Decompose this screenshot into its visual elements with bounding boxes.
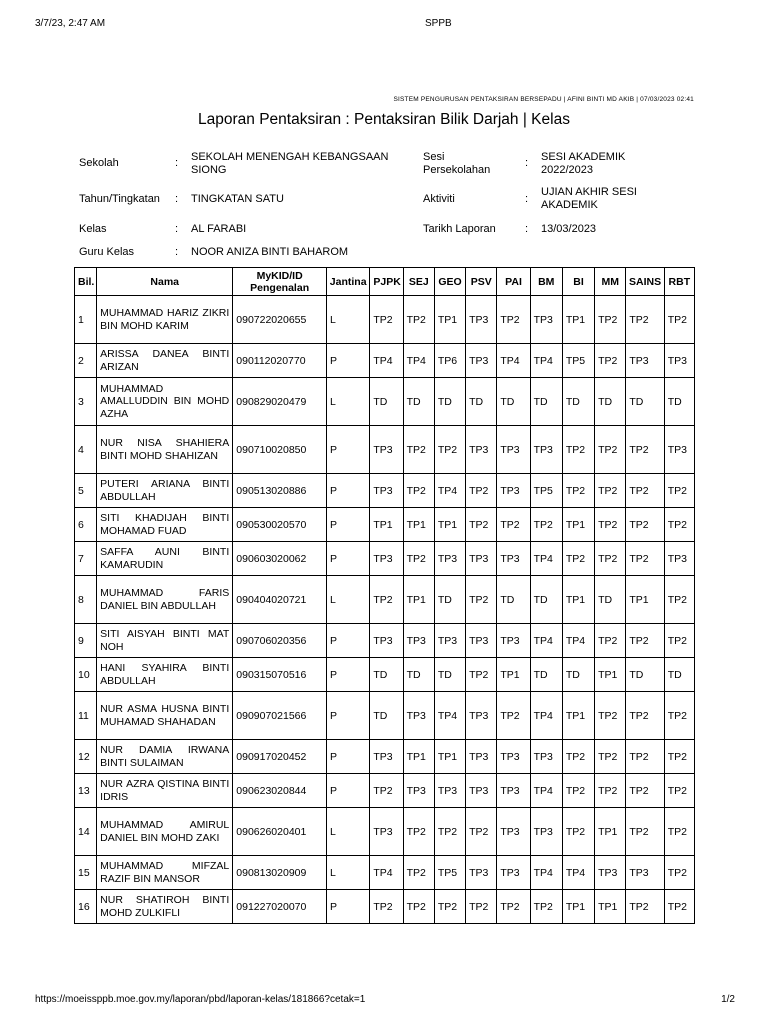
score-cell: TP2 [530, 508, 562, 542]
table-row [75, 508, 695, 542]
score-cell: TD [403, 658, 434, 692]
score-cell: TP4 [434, 692, 465, 740]
student-id: 090907021566 [233, 692, 327, 740]
score-cell: TP3 [370, 808, 403, 856]
score-cell: TP3 [497, 426, 530, 474]
column-header: GEO [434, 268, 465, 296]
score-cell: TP3 [466, 856, 497, 890]
table-row [75, 426, 695, 474]
row-number: 9 [75, 624, 97, 658]
column-header: Jantina [327, 268, 370, 296]
score-cell: TP2 [466, 658, 497, 692]
row-number: 14 [75, 808, 97, 856]
row-number: 12 [75, 740, 97, 774]
guru-value: NOOR ANIZA BINTI BAHAROM [191, 246, 349, 258]
student-name: MUHAMMAD FARIS DANIEL BIN ABDULLAH [97, 576, 233, 624]
gender: P [327, 658, 370, 692]
score-cell: TP4 [530, 344, 562, 378]
table-row [75, 692, 695, 740]
score-cell: TP3 [497, 856, 530, 890]
score-cell: TD [434, 576, 465, 624]
table-row [75, 774, 695, 808]
score-cell: TP2 [403, 296, 434, 344]
column-header: BM [530, 268, 562, 296]
table-row [75, 624, 695, 658]
score-cell: TP2 [403, 890, 434, 924]
score-cell: TP2 [595, 740, 626, 774]
gender: P [327, 474, 370, 508]
score-cell: TP1 [562, 890, 594, 924]
score-cell: TP2 [562, 774, 594, 808]
score-cell: TP1 [497, 658, 530, 692]
score-cell: TP2 [664, 856, 694, 890]
score-cell: TP1 [403, 740, 434, 774]
gender: P [327, 508, 370, 542]
score-cell: TD [434, 658, 465, 692]
student-id: 090603020062 [233, 542, 327, 576]
aktiviti-label: Aktiviti [423, 193, 455, 205]
table-header-row [75, 268, 695, 296]
score-cell: TP1 [434, 740, 465, 774]
score-cell: TD [595, 576, 626, 624]
score-cell: TD [370, 658, 403, 692]
score-cell: TP3 [370, 624, 403, 658]
score-cell: TP3 [664, 542, 694, 576]
score-cell: TP2 [626, 808, 664, 856]
student-id: 090722020655 [233, 296, 327, 344]
student-id: 090829020479 [233, 378, 327, 426]
table-row [75, 474, 695, 508]
table-row [75, 808, 695, 856]
score-cell: TP3 [466, 542, 497, 576]
score-cell: TP2 [403, 426, 434, 474]
score-cell: TP3 [626, 344, 664, 378]
student-id: 090626020401 [233, 808, 327, 856]
score-cell: TP1 [595, 808, 626, 856]
student-name: NUR AZRA QISTINA BINTI IDRIS [97, 774, 233, 808]
report-title: Laporan Pentaksiran : Pentaksiran Bilik Darjah | Kelas [198, 111, 570, 128]
score-cell: TP3 [466, 426, 497, 474]
score-cell: TP2 [595, 692, 626, 740]
student-name: NUR SHATIROH BINTI MOHD ZULKIFLI [97, 890, 233, 924]
score-cell: TD [595, 378, 626, 426]
score-cell: TP2 [562, 808, 594, 856]
score-cell: TP2 [530, 890, 562, 924]
score-cell: TP3 [466, 296, 497, 344]
student-name: NUR DAMIA IRWANA BINTI SULAIMAN [97, 740, 233, 774]
table-row [75, 658, 695, 692]
student-id: 090513020886 [233, 474, 327, 508]
score-cell: TP1 [562, 508, 594, 542]
score-cell: TP1 [562, 296, 594, 344]
gender: P [327, 890, 370, 924]
column-header: SAINS [626, 268, 664, 296]
student-name: SAFFA AUNI BINTI KAMARUDIN [97, 542, 233, 576]
score-cell: TD [626, 378, 664, 426]
column-header: Nama [97, 268, 233, 296]
score-cell: TP2 [403, 474, 434, 508]
score-cell: TP3 [497, 740, 530, 774]
gender: P [327, 774, 370, 808]
student-name: MUHAMMAD AMIRUL DANIEL BIN MOHD ZAKI [97, 808, 233, 856]
sekolah-value: SEKOLAH MENENGAH KEBANGSAAN SIONG [191, 151, 389, 176]
score-cell: TP3 [626, 856, 664, 890]
kelas-label: Kelas [79, 223, 107, 235]
score-cell: TP3 [530, 808, 562, 856]
gender: L [327, 576, 370, 624]
student-id: 090623020844 [233, 774, 327, 808]
score-cell: TP3 [466, 774, 497, 808]
row-number: 4 [75, 426, 97, 474]
score-cell: TP4 [530, 774, 562, 808]
score-cell: TP2 [664, 774, 694, 808]
score-cell: TP2 [664, 692, 694, 740]
score-cell: TP4 [497, 344, 530, 378]
score-cell: TP2 [562, 426, 594, 474]
score-cell: TP2 [370, 774, 403, 808]
gender: L [327, 856, 370, 890]
row-number: 10 [75, 658, 97, 692]
score-cell: TP2 [626, 624, 664, 658]
score-cell: TP2 [497, 692, 530, 740]
column-header: SEJ [403, 268, 434, 296]
score-cell: TP5 [434, 856, 465, 890]
table-body [75, 296, 695, 924]
score-cell: TP4 [530, 624, 562, 658]
score-cell: TP2 [497, 296, 530, 344]
score-cell: TP3 [370, 740, 403, 774]
row-number: 8 [75, 576, 97, 624]
score-cell: TP5 [530, 474, 562, 508]
score-cell: TP5 [562, 344, 594, 378]
score-cell: TP1 [403, 576, 434, 624]
score-cell: TP1 [370, 508, 403, 542]
score-cell: TP1 [562, 692, 594, 740]
score-cell: TP4 [370, 344, 403, 378]
score-cell: TP2 [626, 296, 664, 344]
student-name: NUR ASMA HUSNA BINTI MUHAMAD SHAHADAN [97, 692, 233, 740]
colon: : [525, 157, 529, 169]
score-cell: TP6 [434, 344, 465, 378]
tahun-value: TINGKATAN SATU [191, 193, 284, 205]
score-cell: TP1 [626, 576, 664, 624]
score-cell: TP3 [497, 542, 530, 576]
sesi-label: Sesi Persekolahan [423, 151, 491, 176]
tahun-label: Tahun/Tingkatan [79, 193, 160, 205]
score-cell: TP2 [370, 296, 403, 344]
score-cell: TP2 [466, 576, 497, 624]
score-cell: TP3 [403, 774, 434, 808]
score-cell: TP4 [434, 474, 465, 508]
score-cell: TP2 [664, 508, 694, 542]
score-cell: TP3 [497, 474, 530, 508]
score-cell: TP2 [626, 740, 664, 774]
score-cell: TP2 [466, 474, 497, 508]
score-cell: TP3 [434, 774, 465, 808]
score-cell: TP2 [497, 508, 530, 542]
score-cell: TD [370, 692, 403, 740]
sesi-value: SESI AKADEMIK 2022/2023 [541, 151, 626, 176]
gender: P [327, 542, 370, 576]
row-number: 11 [75, 692, 97, 740]
score-cell: TD [434, 378, 465, 426]
score-cell: TP2 [595, 296, 626, 344]
colon: : [175, 223, 179, 235]
colon: : [175, 193, 179, 205]
score-cell: TP2 [664, 624, 694, 658]
scores-table [74, 267, 695, 924]
table-row [75, 344, 695, 378]
score-cell: TD [562, 658, 594, 692]
row-number: 2 [75, 344, 97, 378]
table-row [75, 296, 695, 344]
score-cell: TP2 [595, 508, 626, 542]
colon: : [175, 157, 179, 169]
score-cell: TP4 [403, 344, 434, 378]
score-cell: TP2 [497, 890, 530, 924]
score-cell: TP2 [626, 542, 664, 576]
score-cell: TP3 [466, 624, 497, 658]
column-header: MM [595, 268, 626, 296]
row-number: 16 [75, 890, 97, 924]
row-number: 6 [75, 508, 97, 542]
table-row [75, 542, 695, 576]
column-header: Bil. [75, 268, 97, 296]
score-cell: TD [664, 378, 694, 426]
student-name: ARISSA DANEA BINTI ARIZAN [97, 344, 233, 378]
gender: L [327, 378, 370, 426]
score-cell: TD [497, 378, 530, 426]
score-cell: TP2 [626, 890, 664, 924]
score-cell: TP2 [664, 740, 694, 774]
score-cell: TP1 [595, 890, 626, 924]
student-id: 091227020070 [233, 890, 327, 924]
column-header: PSV [466, 268, 497, 296]
score-cell: TP2 [626, 692, 664, 740]
score-cell: TP2 [664, 296, 694, 344]
score-cell: TP3 [370, 542, 403, 576]
score-cell: TD [497, 576, 530, 624]
score-cell: TD [530, 576, 562, 624]
score-cell: TP2 [626, 508, 664, 542]
column-header: RBT [664, 268, 694, 296]
score-cell: TP2 [403, 808, 434, 856]
student-name: MUHAMMAD AMALLUDDIN BIN MOHD AZHA [97, 378, 233, 426]
sekolah-label: Sekolah [79, 157, 119, 169]
score-cell: TP2 [562, 740, 594, 774]
score-cell: TP2 [466, 508, 497, 542]
row-number: 1 [75, 296, 97, 344]
score-cell: TD [370, 378, 403, 426]
column-header: BI [562, 268, 594, 296]
score-cell: TD [403, 378, 434, 426]
score-cell: TD [626, 658, 664, 692]
student-id: 090404020721 [233, 576, 327, 624]
row-number: 13 [75, 774, 97, 808]
score-cell: TP2 [370, 576, 403, 624]
score-cell: TP2 [595, 774, 626, 808]
footer-url: https://moeissppb.moe.gov.my/laporan/pbd/laporan-kelas/181866?cetak=1 [35, 994, 366, 1005]
score-cell: TP2 [595, 474, 626, 508]
score-cell: TP2 [595, 542, 626, 576]
score-cell: TD [530, 378, 562, 426]
student-id: 090530020570 [233, 508, 327, 542]
score-cell: TP2 [434, 808, 465, 856]
aktiviti-value: UJIAN AKHIR SESI AKADEMIK [541, 186, 637, 211]
score-cell: TP3 [530, 740, 562, 774]
score-cell: TP3 [466, 740, 497, 774]
gender: P [327, 692, 370, 740]
table-row [75, 576, 695, 624]
column-header: MyKID/ID Pengenalan [233, 268, 327, 296]
score-cell: TP4 [562, 624, 594, 658]
student-id: 090917020452 [233, 740, 327, 774]
page-number: 1/2 [721, 994, 735, 1005]
score-cell: TD [530, 658, 562, 692]
gender: P [327, 740, 370, 774]
student-name: MUHAMMAD MIFZAL RAZIF BIN MANSOR [97, 856, 233, 890]
score-cell: TP2 [403, 856, 434, 890]
score-cell: TP4 [530, 692, 562, 740]
student-id: 090706020356 [233, 624, 327, 658]
table-row [75, 378, 695, 426]
score-cell: TP3 [664, 426, 694, 474]
score-cell: TP2 [595, 624, 626, 658]
student-name: SITI KHADIJAH BINTI MOHAMAD FUAD [97, 508, 233, 542]
score-cell: TP2 [664, 808, 694, 856]
score-cell: TP2 [466, 890, 497, 924]
gender: P [327, 344, 370, 378]
score-cell: TP2 [434, 426, 465, 474]
print-title: SPPB [425, 18, 452, 29]
student-id: 090710020850 [233, 426, 327, 474]
score-cell: TP2 [626, 426, 664, 474]
table-row [75, 740, 695, 774]
score-cell: TP3 [664, 344, 694, 378]
score-cell: TP3 [370, 426, 403, 474]
tarikh-value: 13/03/2023 [541, 223, 597, 235]
student-name: PUTERI ARIANA BINTI ABDULLAH [97, 474, 233, 508]
row-number: 15 [75, 856, 97, 890]
gender: L [327, 808, 370, 856]
score-cell: TP1 [562, 576, 594, 624]
score-cell: TD [466, 378, 497, 426]
score-cell: TP3 [466, 692, 497, 740]
score-cell: TP3 [595, 856, 626, 890]
print-date: 3/7/23, 2:47 AM [35, 18, 106, 29]
gender: P [327, 426, 370, 474]
score-cell: TP4 [370, 856, 403, 890]
score-cell: TP3 [403, 692, 434, 740]
score-cell: TP3 [434, 542, 465, 576]
column-header: PJPK [370, 268, 403, 296]
gender: P [327, 624, 370, 658]
print-header [0, 0, 768, 44]
score-cell: TP2 [403, 542, 434, 576]
score-cell: TP3 [497, 808, 530, 856]
gender: L [327, 296, 370, 344]
score-cell: TP2 [664, 474, 694, 508]
score-cell: TP2 [466, 808, 497, 856]
colon: : [525, 193, 529, 205]
table-row [75, 890, 695, 924]
score-cell: TD [562, 378, 594, 426]
student-id: 090813020909 [233, 856, 327, 890]
score-cell: TP2 [562, 474, 594, 508]
student-name: NUR NISA SHAHIERA BINTI MOHD SHAHIZAN [97, 426, 233, 474]
score-cell: TP4 [530, 542, 562, 576]
score-cell: TP2 [626, 774, 664, 808]
kelas-value: AL FARABI [191, 223, 247, 235]
score-cell: TP2 [664, 576, 694, 624]
student-name: SITI AISYAH BINTI MAT NOH [97, 624, 233, 658]
score-cell: TP2 [626, 474, 664, 508]
score-cell: TP3 [434, 624, 465, 658]
score-cell: TP3 [403, 624, 434, 658]
colon: : [175, 246, 179, 258]
system-line: SISTEM PENGURUSAN PENTAKSIRAN BERSEPADU | AFINI BINTI MD AKIB | 07/03/2023 02:41 [393, 96, 694, 103]
guru-label: Guru Kelas [79, 246, 135, 258]
score-cell: TP2 [434, 890, 465, 924]
student-id: 090315070516 [233, 658, 327, 692]
column-header: PAI [497, 268, 530, 296]
score-cell: TP3 [370, 474, 403, 508]
score-cell: TP3 [497, 624, 530, 658]
score-cell: TP1 [595, 658, 626, 692]
student-name: HANI SYAHIRA BINTI ABDULLAH [97, 658, 233, 692]
score-cell: TP1 [434, 508, 465, 542]
score-cell: TP3 [466, 344, 497, 378]
score-cell: TP1 [434, 296, 465, 344]
tarikh-label: Tarikh Laporan [423, 223, 496, 235]
score-cell: TP3 [530, 296, 562, 344]
student-id: 090112020770 [233, 344, 327, 378]
score-cell: TP2 [595, 344, 626, 378]
score-cell: TP3 [530, 426, 562, 474]
score-cell: TP2 [562, 542, 594, 576]
score-cell: TD [664, 658, 694, 692]
student-name: MUHAMMAD HARIZ ZIKRI BIN MOHD KARIM [97, 296, 233, 344]
score-cell: TP2 [595, 426, 626, 474]
score-cell: TP3 [497, 774, 530, 808]
colon: : [525, 223, 529, 235]
score-cell: TP1 [403, 508, 434, 542]
row-number: 3 [75, 378, 97, 426]
score-cell: TP4 [562, 856, 594, 890]
score-cell: TP2 [370, 890, 403, 924]
score-cell: TP4 [530, 856, 562, 890]
row-number: 5 [75, 474, 97, 508]
table-row [75, 856, 695, 890]
score-cell: TP2 [664, 890, 694, 924]
row-number: 7 [75, 542, 97, 576]
